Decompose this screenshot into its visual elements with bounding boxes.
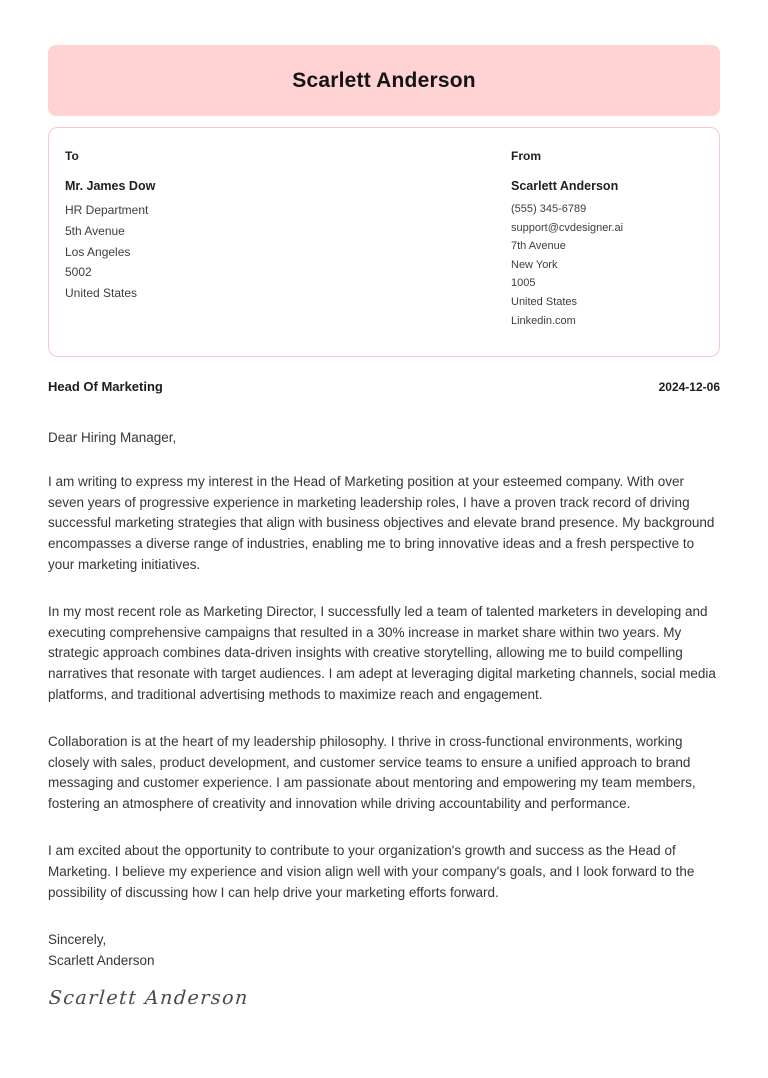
letter-paragraph-4: I am excited about the opportunity to contribute to your organization's growth and success as the Head of Marketing. I believe my experience and vision align well with your company's goals, and I look forward to the possibility of discussing how I can help drive your marketing efforts forward. (48, 843, 695, 900)
page-title: Scarlett Anderson (292, 68, 476, 92)
sender-phone: (555) 345-6789 (511, 203, 587, 215)
salutation: Dear Hiring Manager, (48, 430, 177, 446)
recipient-street: 5th Avenue (65, 223, 125, 238)
job-title: Head Of Marketing (48, 379, 163, 395)
sender-country: United States (511, 295, 578, 308)
address-card (48, 127, 720, 357)
letter-paragraph-1: I am writing to express my interest in the Head of Marketing position at your esteemed company. With over seven years of progressive experience in marketing leadership roles, I have a proven track record of driving successful marketing strategies that align with business objectives and elevate brand presence. My background encompasses a diverse range of industries, enabling me to bring innovative ideas and a fresh perspective to your marketing initiatives. (48, 474, 715, 572)
sender-linkedin: Linkedin.com (511, 314, 576, 327)
recipient-postal-code: 5002 (65, 265, 92, 280)
letter-paragraph-3: Collaboration is at the heart of my leadership philosophy. I thrive in cross-functional environments, working closely with sales, product development, and customer service teams to ensure a unified approach to brand messaging and customer experience. I am passionate about mentoring and empowering my team members, fostering an atmosphere of creativity and innovation while driving accountability and performance. (48, 734, 696, 811)
recipient-city: Los Angeles (65, 244, 131, 259)
closing-word: Sincerely, (48, 932, 107, 948)
sender-label: From (511, 149, 541, 163)
closing-block (48, 929, 720, 971)
name-banner (48, 45, 720, 116)
sender-name: Scarlett Anderson (511, 179, 619, 193)
subject-row (48, 379, 720, 394)
closing-name: Scarlett Anderson (48, 953, 155, 969)
sender-postal-code: 1005 (511, 277, 536, 290)
sender-email: support@cvdesigner.ai (511, 221, 624, 234)
sender-city: New York (511, 258, 558, 271)
sender-street: 7th Avenue (511, 240, 566, 253)
handwritten-signature: Scarlett Anderson (48, 987, 250, 1010)
letter-date: 2024-12-06 (658, 380, 720, 395)
recipient-label: To (65, 149, 79, 163)
letter-paragraph-2: In my most recent role as Marketing Director, I successfully led a team of talented marketers in developing and executing comprehensive campaigns that resulted in a 30% increase in market share within two years. My strategic approach combines data-driven insights with creative storytelling, allowing me to build compelling narratives that resonate with target audiences. I am adept at leveraging digital marketing channels, social media platforms, and traditional advertising methods to maximize reach and engagement. (48, 604, 716, 702)
sender-column (511, 149, 703, 330)
recipient-department: HR Department (65, 203, 149, 217)
recipient-column (65, 149, 511, 330)
recipient-country: United States (65, 286, 138, 301)
recipient-name: Mr. James Dow (65, 179, 156, 193)
